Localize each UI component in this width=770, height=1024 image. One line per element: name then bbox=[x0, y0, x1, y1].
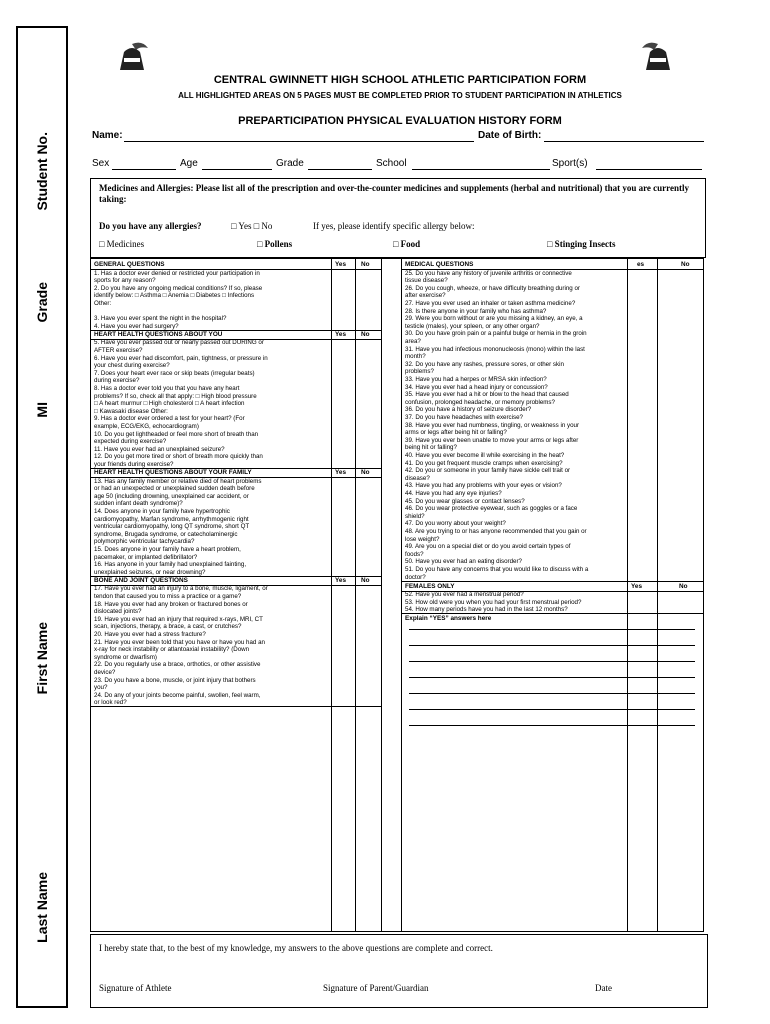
section-title: GENERAL QUESTIONS bbox=[94, 261, 165, 268]
student-no-label: Student No. bbox=[34, 132, 50, 211]
question-line: polymorphic ventricular tachycardia? bbox=[94, 538, 195, 546]
yes-header: Yes bbox=[335, 261, 347, 268]
question-line: or look red? bbox=[94, 699, 127, 707]
allergy-question: Do you have any allergies? bbox=[99, 221, 202, 231]
date-label[interactable]: Date bbox=[595, 983, 612, 993]
questions-table bbox=[90, 258, 704, 932]
question-line: 30. Do you have groin pain or a painful bulge or hernia in the groin bbox=[405, 330, 587, 338]
question-line: 49. Are you on a special diet or do you avoid certain types of bbox=[405, 543, 571, 551]
name-label: Name: bbox=[92, 130, 123, 141]
question-line: 8. Has a doctor ever told you that you have any heart bbox=[94, 384, 240, 392]
question-line: ventricular cardiomyopathy, long QT syndrome, short QT bbox=[94, 523, 250, 531]
dob-label: Date of Birth: bbox=[478, 130, 542, 141]
question-line: 34. Have you ever had a head injury or concussion? bbox=[405, 383, 548, 391]
medical-questions-title: MEDICAL QUESTIONS bbox=[405, 261, 474, 268]
section-title: HEART HEALTH QUESTIONS ABOUT YOU bbox=[94, 330, 223, 338]
question-line: expected during exercise? bbox=[94, 438, 167, 446]
question-line: 36. Do you have a history of seizure disorder? bbox=[405, 406, 532, 414]
question-line: 43. Have you had any problems with your eyes or vision? bbox=[405, 482, 562, 490]
question-line: or had an unexpected or unexplained sudden death before bbox=[94, 485, 255, 493]
females-only-title: FEMALES ONLY bbox=[405, 582, 455, 590]
no-header: No bbox=[361, 576, 370, 584]
student-info-strip bbox=[16, 26, 68, 1008]
yes-header: Yes bbox=[335, 576, 347, 584]
question-line: 51. Do you have any concerns that you would like to discuss with a bbox=[405, 565, 589, 573]
question-line: tendon that caused you to miss a practice or a game? bbox=[94, 592, 242, 600]
question-line: being hit or falling? bbox=[405, 444, 457, 452]
no-header: No bbox=[679, 582, 688, 590]
question-line: syndrome or dwarfism) bbox=[94, 653, 157, 661]
section-title: HEART HEALTH QUESTIONS ABOUT YOUR FAMILY bbox=[94, 469, 252, 476]
question-line: 28. Is there anyone in your family who has asthma? bbox=[405, 307, 547, 315]
school-label: School bbox=[376, 158, 407, 169]
yes-header: Yes bbox=[631, 582, 643, 590]
age-label: Age bbox=[180, 158, 198, 169]
question-line: 52. Have you ever had a menstrual period? bbox=[405, 591, 524, 599]
question-line: 40. Have you ever become ill while exercising in the heat? bbox=[405, 451, 565, 459]
explain-line[interactable] bbox=[409, 677, 695, 678]
explain-line[interactable] bbox=[409, 709, 695, 710]
question-line: sudden infant death syndrome)? bbox=[94, 500, 183, 508]
first-name-label: First Name bbox=[34, 622, 50, 695]
section-title: BONE AND JOINT QUESTIONS bbox=[94, 576, 188, 584]
question-line: cardiomyopathy, Marfan syndrome, arrhythmogenic right bbox=[94, 515, 249, 523]
question-line: 21. Have you ever been told that you have or have you had an bbox=[94, 638, 265, 646]
question-line: syndrome, Brugada syndrome, or catecholaminergic bbox=[94, 530, 238, 538]
question-line: device? bbox=[94, 668, 116, 676]
question-line: lose weight? bbox=[405, 535, 440, 543]
question-line: example, ECG/EKG, echocardiogram) bbox=[94, 422, 199, 430]
question-line: after exercise? bbox=[405, 292, 446, 300]
question-line: 9. Has a doctor ever ordered a test for your heart? (For bbox=[94, 415, 245, 423]
question-line: arms or legs after being hit or falling? bbox=[405, 429, 507, 437]
question-line: unexplained seizures, or near drowning? bbox=[94, 568, 206, 576]
sports-field[interactable] bbox=[596, 169, 702, 170]
history-form-title: PREPARTICIPATION PHYSICAL EVALUATION HISTORY FORM bbox=[238, 115, 562, 127]
medicines-allergies-box bbox=[90, 178, 706, 258]
question-line: testicle (males), your spleen, or any other organ? bbox=[405, 322, 540, 330]
question-line: 38. Have you ever had numbness, tingling, or weakness in your bbox=[405, 421, 580, 429]
question-line: confusion, prolonged headache, or memory problems? bbox=[405, 398, 555, 406]
question-line: your friends during exercise? bbox=[94, 460, 174, 468]
question-line: 1. Has a doctor ever denied or restricted your participation in bbox=[94, 269, 260, 277]
explain-line[interactable] bbox=[409, 661, 695, 662]
column-divider bbox=[331, 259, 332, 931]
question-line: 13. Has any family member or relative died of heart problems bbox=[94, 477, 262, 485]
question-line: 26. Do you cough, wheeze, or have difficulty breathing during or bbox=[405, 284, 580, 292]
dob-field[interactable] bbox=[544, 141, 704, 142]
stinging-insects-checkbox[interactable]: □ Stinging Insects bbox=[547, 239, 616, 249]
question-line: 27. Have you ever used an inhaler or taken asthma medicine? bbox=[405, 299, 576, 307]
question-line: 14. Does anyone in your family have hypertrophic bbox=[94, 507, 230, 515]
question-line: your chest during exercise? bbox=[94, 362, 170, 370]
question-line: 2. Do you have any ongoing medical conditions? If so, please bbox=[94, 284, 263, 292]
question-line: 39. Have you ever been unable to move your arms or legs after bbox=[405, 436, 579, 444]
question-line: 5. Have you ever passed out or nearly passed out DURING or bbox=[94, 339, 264, 347]
name-field[interactable] bbox=[124, 141, 474, 142]
question-line: 42. Do you or someone in your family have sickle cell trait or bbox=[405, 467, 571, 475]
yes-header: Yes bbox=[335, 330, 347, 338]
grade-label: Grade bbox=[34, 282, 50, 323]
question-line: problems? If so, check all that apply: □ High blood pressure bbox=[94, 392, 257, 400]
question-line: foods? bbox=[405, 550, 424, 558]
yes-header: es bbox=[637, 261, 645, 268]
question-line: identify below: □ Asthma □ Anemia □ Diabetes □ Infections bbox=[94, 292, 255, 300]
question-line: Other: bbox=[94, 299, 112, 307]
no-header: No bbox=[361, 469, 370, 476]
explain-line[interactable] bbox=[409, 725, 695, 726]
question-line: 33. Have you had a herpes or MRSA skin infection? bbox=[405, 375, 547, 383]
sex-field[interactable] bbox=[112, 169, 176, 170]
explain-line[interactable] bbox=[409, 693, 695, 694]
question-line: 48. Are you trying to or has anyone recommended that you gain or bbox=[405, 527, 587, 535]
column-divider bbox=[657, 259, 658, 931]
medicines-checkbox[interactable]: □ Medicines bbox=[99, 239, 145, 249]
question-line: 11. Have you ever had an unexplained seizure? bbox=[94, 445, 225, 453]
question-line: 41. Do you get frequent muscle cramps when exercising? bbox=[405, 459, 563, 467]
column-divider bbox=[355, 259, 356, 931]
question-line: pacemaker, or implanted defibrillator? bbox=[94, 553, 198, 561]
question-line: 31. Have you had infectious mononucleosis (mono) within the last bbox=[405, 345, 585, 353]
question-line: 12. Do you get more tired or short of breath more quickly than bbox=[94, 453, 263, 461]
question-line: □ A heart murmur □ High cholesterol □ A heart infection bbox=[94, 400, 245, 408]
row-divider bbox=[401, 613, 703, 614]
question-line: 23. Do you have a bone, muscle, or joint injury that bothers bbox=[94, 676, 256, 684]
last-name-label: Last Name bbox=[34, 872, 50, 943]
form-header-subtitle: ALL HIGHLIGHTED AREAS ON 5 PAGES MUST BE COMPLETED PRIOR TO STUDENT PARTICIPATION IN ATHLETICS bbox=[178, 91, 622, 100]
mi-label: MI bbox=[34, 402, 50, 418]
question-line: during exercise? bbox=[94, 377, 140, 385]
yes-header: Yes bbox=[335, 469, 347, 476]
question-line: 4. Have you ever had surgery? bbox=[94, 322, 179, 330]
question-line: 10. Do you get lightheaded or feel more short of breath than bbox=[94, 430, 259, 438]
question-line: 45. Do you wear glasses or contact lenses? bbox=[405, 497, 525, 505]
row-divider bbox=[91, 706, 381, 707]
question-line: shield? bbox=[405, 512, 425, 520]
question-line: 19. Have you ever had an injury that required x-rays, MRI, CT bbox=[94, 615, 263, 623]
question-line: scan, injections, therapy, a brace, a cast, or crutches? bbox=[94, 623, 242, 631]
school-field[interactable] bbox=[412, 169, 550, 170]
question-line: 47. Do you worry about your weight? bbox=[405, 520, 506, 528]
question-line: disease? bbox=[405, 474, 430, 482]
parent-signature-label[interactable]: Signature of Parent/Guardian bbox=[323, 983, 429, 993]
question-line: problems? bbox=[405, 368, 434, 376]
question-line: 3. Have you ever spent the night in the hospital? bbox=[94, 315, 227, 323]
question-line: 25. Do you have any history of juvenile arthritis or connective bbox=[405, 269, 572, 277]
grade-field[interactable] bbox=[308, 169, 372, 170]
allergy-identify-text: If yes, please identify specific allergy below: bbox=[313, 221, 475, 231]
explain-line[interactable] bbox=[409, 629, 695, 630]
column-divider bbox=[627, 259, 628, 931]
question-line: 46. Do you wear protective eyewear, such as goggles or a face bbox=[405, 505, 578, 513]
question-line: 29. Were you born without or are you missing a kidney, an eye, a bbox=[405, 315, 583, 323]
question-line: 22. Do you regularly use a brace, orthotics, or other assistive bbox=[94, 661, 261, 669]
question-line: 53. How old were you when you had your first menstrual period? bbox=[405, 598, 582, 606]
question-line: 32. Do you have any rashes, pressure sores, or other skin bbox=[405, 360, 564, 368]
question-line: age 50 (including drowning, unexplained car accident, or bbox=[94, 492, 249, 500]
question-line: 44. Have you had any eye injuries? bbox=[405, 489, 502, 497]
question-line: 20. Have you ever had a stress fracture? bbox=[94, 630, 206, 638]
pollens-checkbox[interactable]: □ Pollens bbox=[257, 239, 293, 249]
allergy-yes-no[interactable]: □ Yes □ No bbox=[231, 221, 273, 231]
grade-field-label: Grade bbox=[276, 158, 304, 169]
question-line: 16. Has anyone in your family had unexplained fainting, bbox=[94, 561, 247, 569]
question-line: 35. Have you ever had a hit or blow to the head that caused bbox=[405, 391, 569, 399]
question-line: 37. Do you have headaches with exercise? bbox=[405, 413, 523, 421]
no-header: No bbox=[681, 261, 690, 268]
question-line: sports for any reason? bbox=[94, 277, 156, 285]
explain-line[interactable] bbox=[409, 645, 695, 646]
question-line: doctor? bbox=[405, 573, 426, 581]
question-line: x-ray for neck instability or atlantoaxial instability? (Down bbox=[94, 646, 250, 654]
question-line: 24. Do any of your joints become painful, swollen, feel warm, bbox=[94, 691, 261, 699]
question-line: 6. Have you ever had discomfort, pain, tightness, or pressure in bbox=[94, 354, 268, 362]
question-line: 50. Have you ever had an eating disorder? bbox=[405, 558, 522, 566]
sex-label: Sex bbox=[92, 158, 110, 169]
explain-label: Explain “YES” answers here bbox=[405, 615, 492, 623]
row-divider bbox=[401, 581, 703, 582]
no-header: No bbox=[361, 330, 370, 338]
question-line: tissue disease? bbox=[405, 277, 448, 285]
sports-label: Sport(s) bbox=[552, 158, 588, 169]
question-line: dislocated joints? bbox=[94, 608, 142, 616]
question-line: 17. Have you ever had an injury to a bone, muscle, ligament, or bbox=[94, 585, 268, 593]
column-divider bbox=[401, 259, 402, 931]
medicines-text: Medicines and Allergies: Please list all of the prescription and over-the-counter medicines and supplements (herbal and nutritional) that you are currently taking: bbox=[99, 183, 689, 204]
question-line: you? bbox=[94, 684, 108, 692]
age-field[interactable] bbox=[202, 169, 272, 170]
no-header: No bbox=[361, 261, 370, 268]
question-line: AFTER exercise? bbox=[94, 346, 143, 354]
form-header-title: CENTRAL GWINNETT HIGH SCHOOL ATHLETIC PARTICIPATION FORM bbox=[213, 74, 587, 86]
column-divider bbox=[381, 259, 382, 931]
question-line: 15. Does anyone in your family have a heart problem, bbox=[94, 545, 241, 553]
athlete-signature-label[interactable]: Signature of Athlete bbox=[99, 983, 172, 993]
food-checkbox[interactable]: □ Food bbox=[393, 239, 421, 249]
question-line: month? bbox=[405, 353, 426, 361]
question-line: 18. Have you ever had any broken or fractured bones or bbox=[94, 600, 248, 608]
signature-box bbox=[90, 934, 708, 1008]
question-line: area? bbox=[405, 337, 421, 345]
question-line: 54. How many periods have you had in the last 12 months? bbox=[405, 606, 568, 614]
question-line: 7. Does your heart ever race or skip beats (irregular beats) bbox=[94, 369, 255, 377]
attestation-statement: I hereby state that, to the best of my knowledge, my answers to the above questions are complete and correct. bbox=[99, 943, 493, 953]
question-line: □ Kawasaki disease Other: bbox=[94, 407, 168, 415]
